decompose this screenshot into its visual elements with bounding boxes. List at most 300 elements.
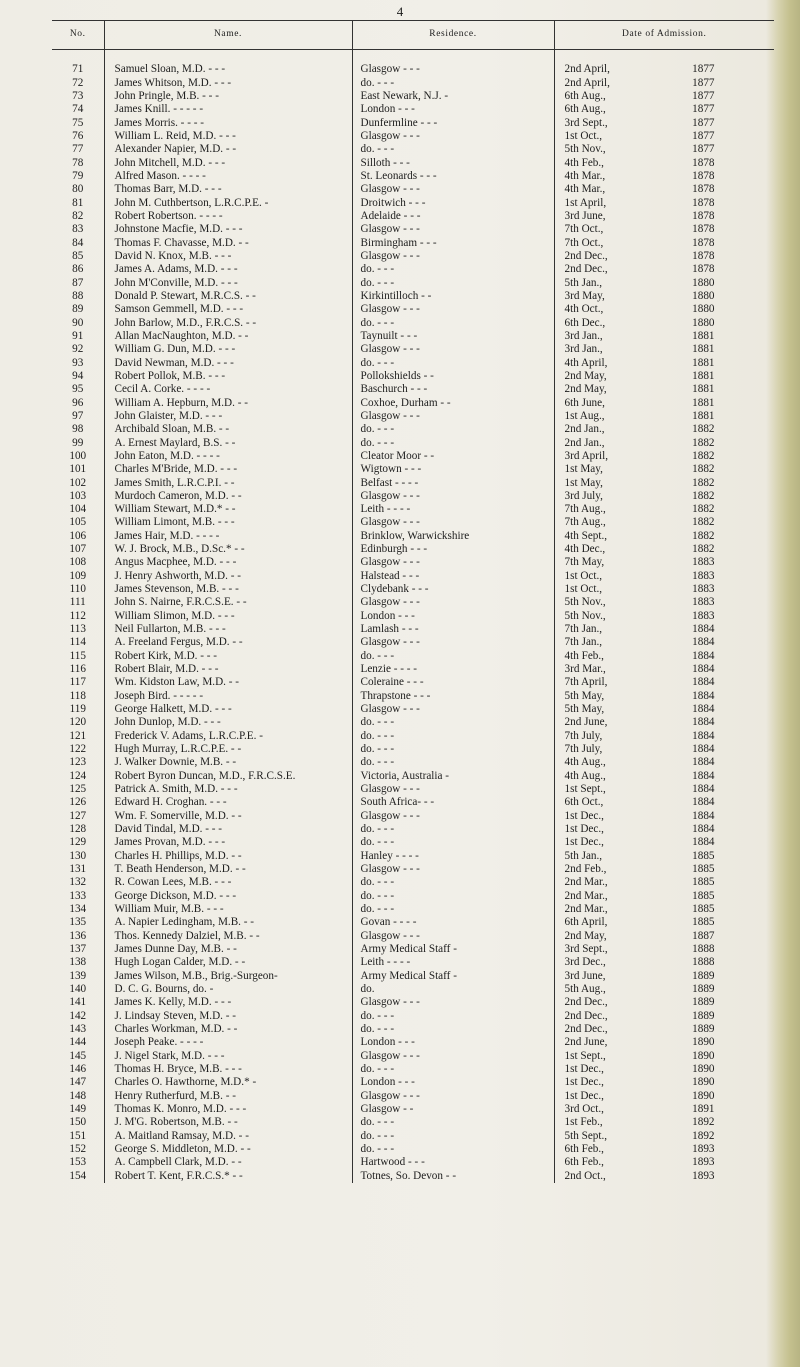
table-row — [52, 450, 774, 463]
entry-date-of-admission — [554, 863, 774, 876]
admission-year: 1878 — [692, 223, 715, 236]
entry-number: 128 — [69, 823, 87, 836]
admission-year: 1884 — [692, 716, 715, 729]
table-row — [52, 490, 774, 503]
entry-residence: Coxhoe, Durham - - — [352, 397, 554, 410]
admission-year: 1884 — [692, 729, 715, 742]
entry-number: 72 — [72, 76, 84, 89]
entry-number: 73 — [72, 89, 84, 102]
admission-day-month: 2nd April, — [564, 63, 610, 76]
table-row — [52, 1156, 774, 1169]
entry-number: 93 — [72, 356, 84, 369]
admission-day-month: 7th July, — [564, 729, 603, 742]
table-row — [52, 437, 774, 450]
entry-name: Thomas Barr, M.D. - - - — [104, 183, 352, 196]
admission-day-month: 7th April, — [564, 676, 608, 689]
table-row — [52, 770, 774, 783]
admission-day-month: 4th Mar., — [564, 183, 606, 196]
entry-number: 94 — [72, 369, 84, 382]
entry-date-of-admission — [554, 796, 774, 809]
admission-day-month: 6th June, — [564, 396, 605, 409]
entry-residence: Halstead - - - — [352, 570, 554, 583]
entry-residence: Glasgow - - - — [352, 783, 554, 796]
table-row — [52, 956, 774, 969]
entry-residence: do. - - - — [352, 730, 554, 743]
entry-number: 146 — [69, 1062, 87, 1075]
entry-number: 101 — [69, 463, 87, 476]
admission-day-month: 5th Jan., — [564, 849, 603, 862]
table-header-row — [52, 21, 774, 50]
entry-number: 137 — [69, 942, 87, 955]
table-row — [52, 183, 774, 196]
entry-residence: Army Medical Staff - — [352, 943, 554, 956]
entry-name: John Pringle, M.B. - - - — [104, 90, 352, 103]
entry-date-of-admission — [554, 770, 774, 783]
entry-residence: Glasgow - - — [352, 1103, 554, 1116]
entry-number: 81 — [72, 196, 84, 209]
entry-residence: do. - - - — [352, 423, 554, 436]
entry-date-of-admission — [554, 330, 774, 343]
entry-residence: Glasgow - - - — [352, 1090, 554, 1103]
entry-residence: Glasgow - - - — [352, 636, 554, 649]
admission-year: 1877 — [692, 63, 715, 76]
entry-residence: do. - - - — [352, 716, 554, 729]
entry-number: 145 — [69, 1049, 87, 1062]
admission-day-month: 6th Aug., — [564, 103, 606, 116]
table-row — [52, 250, 774, 263]
entry-date-of-admission — [554, 117, 774, 130]
entry-name: James Dunne Day, M.B. - - — [104, 943, 352, 956]
entry-name: James Provan, M.D. - - - — [104, 836, 352, 849]
admission-day-month: 3rd June, — [564, 969, 606, 982]
entry-date-of-admission — [554, 490, 774, 503]
entry-name: Charles O. Hawthorne, M.D.* - — [104, 1076, 352, 1089]
table-row — [52, 823, 774, 836]
entry-name: Angus Macphee, M.D. - - - — [104, 556, 352, 569]
entry-residence: Glasgow - - - — [352, 410, 554, 423]
entry-date-of-admission — [554, 516, 774, 529]
entry-name: Henry Rutherfurd, M.B. - - — [104, 1090, 352, 1103]
table-row — [52, 783, 774, 796]
table-row — [52, 583, 774, 596]
entry-residence: Glasgow - - - — [352, 863, 554, 876]
entry-date-of-admission — [554, 183, 774, 196]
entry-number: 86 — [72, 263, 84, 276]
table-row — [52, 130, 774, 143]
table-row — [52, 703, 774, 716]
entry-number: 112 — [69, 609, 86, 622]
entry-number: 90 — [72, 316, 84, 329]
entry-name: A. Maitland Ramsay, M.D. - - — [104, 1130, 352, 1143]
admission-day-month: 7th Oct., — [564, 223, 604, 236]
entry-date-of-admission — [554, 556, 774, 569]
entry-date-of-admission — [554, 277, 774, 290]
entry-name: Samuel Sloan, M.D. - - - — [104, 63, 352, 76]
table-row — [52, 850, 774, 863]
admission-year: 1884 — [692, 769, 715, 782]
entry-name: Patrick A. Smith, M.D. - - - — [104, 783, 352, 796]
entry-name: John Eaton, M.D. - - - - — [104, 450, 352, 463]
table-row — [52, 1076, 774, 1089]
table-row — [52, 223, 774, 236]
admission-day-month: 2nd May, — [564, 929, 607, 942]
entry-residence: Victoria, Australia - — [352, 770, 554, 783]
admission-day-month: 1st May, — [564, 463, 603, 476]
entry-name: Hugh Murray, L.R.C.P.E. - - — [104, 743, 352, 756]
entry-date-of-admission — [554, 943, 774, 956]
admission-year: 1892 — [692, 1116, 715, 1129]
admission-year: 1882 — [692, 436, 715, 449]
entry-residence: Glasgow - - - — [352, 343, 554, 356]
entry-name: Donald P. Stewart, M.R.C.S. - - — [104, 290, 352, 303]
entry-date-of-admission — [554, 437, 774, 450]
entry-residence: East Newark, N.J. - — [352, 90, 554, 103]
admission-day-month: 2nd Jan., — [564, 436, 605, 449]
entry-number: 103 — [69, 489, 87, 502]
admission-day-month: 4th Feb., — [564, 156, 604, 169]
admission-day-month: 2nd Dec., — [564, 249, 608, 262]
entry-name: John S. Nairne, F.R.C.S.E. - - — [104, 596, 352, 609]
entry-residence: Hartwood - - - — [352, 1156, 554, 1169]
entry-date-of-admission — [554, 1036, 774, 1049]
entry-name: William Stewart, M.D.* - - — [104, 503, 352, 516]
table-row — [52, 197, 774, 210]
entry-date-of-admission — [554, 810, 774, 823]
entry-name: Thomas F. Chavasse, M.D. - - — [104, 237, 352, 250]
table-row — [52, 1116, 774, 1129]
entry-date-of-admission — [554, 450, 774, 463]
table-row — [52, 1170, 774, 1183]
entry-residence: Brinklow, Warwickshire — [352, 530, 554, 543]
entry-date-of-admission — [554, 596, 774, 609]
admission-year: 1884 — [692, 756, 715, 769]
entry-number: 88 — [72, 289, 84, 302]
header-no: No. — [52, 21, 104, 50]
entry-name: Edward H. Croghan. - - - — [104, 796, 352, 809]
entry-date-of-admission — [554, 130, 774, 143]
table-row — [52, 610, 774, 623]
entry-name: Neil Fullarton, M.B. - - - — [104, 623, 352, 636]
entry-residence: Glasgow - - - — [352, 183, 554, 196]
entry-residence: Glasgow - - - — [352, 223, 554, 236]
admission-year: 1889 — [692, 982, 715, 995]
entry-number: 106 — [69, 529, 87, 542]
entry-residence: Adelaide - - - — [352, 210, 554, 223]
entry-name: Robert Robertson. - - - - — [104, 210, 352, 223]
table-row — [52, 263, 774, 276]
entry-number: 154 — [69, 1169, 87, 1182]
admission-year: 1884 — [692, 676, 715, 689]
entry-date-of-admission — [554, 357, 774, 370]
admission-year: 1888 — [692, 956, 715, 969]
entry-date-of-admission — [554, 970, 774, 983]
admission-year: 1893 — [692, 1142, 715, 1155]
entry-number: 132 — [69, 876, 87, 889]
entry-name: James K. Kelly, M.D. - - - — [104, 996, 352, 1009]
entry-name: Wm. Kidston Law, M.D. - - — [104, 676, 352, 689]
admission-year: 1883 — [692, 556, 715, 569]
entry-date-of-admission — [554, 477, 774, 490]
entry-name: John Dunlop, M.D. - - - — [104, 716, 352, 729]
entry-date-of-admission — [554, 90, 774, 103]
admission-year: 1884 — [692, 623, 715, 636]
entry-residence: Pollokshields - - — [352, 370, 554, 383]
entry-residence: do. - - - — [352, 650, 554, 663]
table-row — [52, 90, 774, 103]
entry-residence: Glasgow - - - — [352, 130, 554, 143]
entry-residence: do. - - - — [352, 1130, 554, 1143]
admission-year: 1878 — [692, 169, 715, 182]
admission-year: 1881 — [692, 369, 715, 382]
entry-number: 71 — [72, 63, 84, 76]
admission-day-month: 1st May, — [564, 476, 603, 489]
admission-day-month: 2nd Mar., — [564, 889, 608, 902]
entry-residence: do. — [352, 983, 554, 996]
entry-name: William Muir, M.B. - - - — [104, 903, 352, 916]
admission-year: 1878 — [692, 249, 715, 262]
entry-number: 142 — [69, 1009, 87, 1022]
admission-year: 1891 — [692, 1102, 715, 1115]
entry-date-of-admission — [554, 423, 774, 436]
entry-name: T. Beath Henderson, M.D. - - — [104, 863, 352, 876]
entry-date-of-admission — [554, 303, 774, 316]
entry-residence: do. - - - — [352, 1010, 554, 1023]
table-row — [52, 730, 774, 743]
entry-date-of-admission — [554, 250, 774, 263]
entry-date-of-admission — [554, 623, 774, 636]
admission-year: 1884 — [692, 823, 715, 836]
entry-date-of-admission — [554, 463, 774, 476]
admission-day-month: 1st April, — [564, 196, 607, 209]
entry-name: Robert Pollok, M.B. - - - — [104, 370, 352, 383]
table-row — [52, 930, 774, 943]
admission-day-month: 3rd Sept., — [564, 116, 608, 129]
entry-residence: Glasgow - - - — [352, 596, 554, 609]
entry-number: 108 — [69, 556, 87, 569]
entry-date-of-admission — [554, 663, 774, 676]
entry-date-of-admission — [554, 1090, 774, 1103]
entry-residence: do. - - - — [352, 357, 554, 370]
table-row — [52, 1103, 774, 1116]
admission-day-month: 3rd Jan., — [564, 329, 603, 342]
admission-day-month: 2nd May, — [564, 369, 607, 382]
entry-name: James Whitson, M.D. - - - — [104, 77, 352, 90]
entry-date-of-admission — [554, 636, 774, 649]
table-row — [52, 676, 774, 689]
entry-residence: do. - - - — [352, 756, 554, 769]
admission-day-month: 5th Aug., — [564, 982, 606, 995]
entry-residence: South Africa- - - — [352, 796, 554, 809]
entry-name: George Halkett, M.D. - - - — [104, 703, 352, 716]
admission-year: 1892 — [692, 1129, 715, 1142]
entry-name: James Stevenson, M.B. - - - — [104, 583, 352, 596]
entry-number: 82 — [72, 209, 84, 222]
entry-residence: do. - - - — [352, 1023, 554, 1036]
entry-number: 122 — [69, 743, 87, 756]
table-row — [52, 890, 774, 903]
entry-date-of-admission — [554, 543, 774, 556]
admission-year: 1885 — [692, 876, 715, 889]
entry-name: George Dickson, M.D. - - - — [104, 890, 352, 903]
entry-date-of-admission — [554, 317, 774, 330]
table-row — [52, 423, 774, 436]
entry-residence: do. - - - — [352, 1116, 554, 1129]
table-row — [52, 383, 774, 396]
entry-residence: Glasgow - - - — [352, 703, 554, 716]
entry-date-of-admission — [554, 850, 774, 863]
entry-number: 151 — [69, 1129, 87, 1142]
entry-number: 148 — [69, 1089, 87, 1102]
entry-date-of-admission — [554, 743, 774, 756]
admission-day-month: 2nd Dec., — [564, 1022, 608, 1035]
entry-date-of-admission — [554, 610, 774, 623]
admission-year: 1884 — [692, 796, 715, 809]
table-row — [52, 690, 774, 703]
admission-year: 1885 — [692, 849, 715, 862]
entry-date-of-admission — [554, 823, 774, 836]
entry-residence: do. - - - — [352, 1063, 554, 1076]
table-row — [52, 303, 774, 316]
entry-residence: St. Leonards - - - — [352, 170, 554, 183]
entry-residence: Lenzie - - - - — [352, 663, 554, 676]
entry-date-of-admission — [554, 503, 774, 516]
admission-year: 1883 — [692, 583, 715, 596]
admission-year: 1889 — [692, 996, 715, 1009]
admission-day-month: 2nd Dec., — [564, 1009, 608, 1022]
admission-year: 1884 — [692, 743, 715, 756]
entry-name: William A. Hepburn, M.D. - - — [104, 397, 352, 410]
entry-date-of-admission — [554, 210, 774, 223]
entry-number: 127 — [69, 809, 87, 822]
entry-number: 96 — [72, 396, 84, 409]
admission-year: 1884 — [692, 649, 715, 662]
admission-day-month: 4th Mar., — [564, 169, 606, 182]
entry-residence: Glasgow - - - — [352, 930, 554, 943]
admission-year: 1885 — [692, 863, 715, 876]
entry-residence: Totnes, So. Devon - - — [352, 1170, 554, 1183]
admission-day-month: 2nd Mar., — [564, 876, 608, 889]
admission-year: 1884 — [692, 689, 715, 702]
admission-day-month: 5th Jan., — [564, 276, 603, 289]
admission-day-month: 6th Feb., — [564, 1156, 604, 1169]
admission-day-month: 7th May, — [564, 556, 605, 569]
entry-date-of-admission — [554, 690, 774, 703]
entry-name: David Tindal, M.D. - - - — [104, 823, 352, 836]
table-row — [52, 743, 774, 756]
entry-date-of-admission — [554, 170, 774, 183]
table-row — [52, 117, 774, 130]
entry-residence: Taynuilt - - - — [352, 330, 554, 343]
entry-number: 140 — [69, 982, 87, 995]
entry-date-of-admission — [554, 1170, 774, 1183]
admission-year: 1885 — [692, 889, 715, 902]
entry-residence: do. - - - — [352, 823, 554, 836]
entry-date-of-admission — [554, 370, 774, 383]
table-row — [52, 1090, 774, 1103]
admission-day-month: 1st Feb., — [564, 1116, 603, 1129]
entry-date-of-admission — [554, 783, 774, 796]
admission-year: 1884 — [692, 836, 715, 849]
admission-day-month: 3rd May, — [564, 289, 605, 302]
entry-number: 153 — [69, 1156, 87, 1169]
table-row — [52, 63, 774, 76]
admission-year: 1882 — [692, 516, 715, 529]
entry-name: William Slimon, M.D. - - - — [104, 610, 352, 623]
admission-year: 1887 — [692, 929, 715, 942]
entry-date-of-admission — [554, 1010, 774, 1023]
entry-number: 125 — [69, 783, 87, 796]
table-row — [52, 1050, 774, 1063]
admission-year: 1882 — [692, 529, 715, 542]
entry-number: 74 — [72, 103, 84, 116]
admission-year: 1880 — [692, 303, 715, 316]
entry-date-of-admission — [554, 1143, 774, 1156]
entry-date-of-admission — [554, 876, 774, 889]
entry-residence: Birmingham - - - — [352, 237, 554, 250]
admission-year: 1889 — [692, 969, 715, 982]
entry-number: 102 — [69, 476, 87, 489]
entry-name: Robert Byron Duncan, M.D., F.R.C.S.E. — [104, 770, 352, 783]
entry-number: 77 — [72, 143, 84, 156]
entry-name: Cecil A. Corke. - - - - — [104, 383, 352, 396]
admission-year: 1889 — [692, 1009, 715, 1022]
entry-name: Charles H. Phillips, M.D. - - — [104, 850, 352, 863]
entry-residence: Wigtown - - - — [352, 463, 554, 476]
entry-residence: do. - - - — [352, 836, 554, 849]
admission-year: 1881 — [692, 396, 715, 409]
entry-number: 130 — [69, 849, 87, 862]
admission-year: 1885 — [692, 916, 715, 929]
entry-residence: Leith - - - - — [352, 956, 554, 969]
admission-year: 1884 — [692, 809, 715, 822]
table-row — [52, 103, 774, 116]
entry-name: John M'Conville, M.D. - - - — [104, 277, 352, 290]
entry-number: 80 — [72, 183, 84, 196]
entry-number: 78 — [72, 156, 84, 169]
entry-name: William G. Dun, M.D. - - - — [104, 343, 352, 356]
entry-name: James Knill. - - - - - — [104, 103, 352, 116]
entry-residence: Leith - - - - — [352, 503, 554, 516]
entry-number: 135 — [69, 916, 87, 929]
entry-residence: do. - - - — [352, 903, 554, 916]
entry-date-of-admission — [554, 383, 774, 396]
table-row — [52, 1036, 774, 1049]
admission-day-month: 6th April, — [564, 916, 608, 929]
entry-date-of-admission — [554, 730, 774, 743]
entry-date-of-admission — [554, 703, 774, 716]
admission-year: 1888 — [692, 942, 715, 955]
entry-name: Alfred Mason. - - - - — [104, 170, 352, 183]
admission-year: 1877 — [692, 143, 715, 156]
admission-day-month: 3rd June, — [564, 209, 606, 222]
entry-residence: Glasgow - - - — [352, 63, 554, 76]
table-row — [52, 370, 774, 383]
entry-name: J. Nigel Stark, M.D. - - - — [104, 1050, 352, 1063]
entry-residence: Dunfermline - - - — [352, 117, 554, 130]
admission-day-month: 3rd Mar., — [564, 663, 606, 676]
entry-number: 152 — [69, 1142, 87, 1155]
admission-year: 1889 — [692, 1022, 715, 1035]
admission-day-month: 1st Sept., — [564, 783, 606, 796]
entry-name: Allan MacNaughton, M.D. - - — [104, 330, 352, 343]
entry-name: James Morris. - - - - — [104, 117, 352, 130]
table-row — [52, 623, 774, 636]
entry-name: Robert T. Kent, F.R.C.S.* - - — [104, 1170, 352, 1183]
entry-date-of-admission — [554, 756, 774, 769]
table-row — [52, 716, 774, 729]
header-name: Name. — [104, 21, 352, 50]
entry-residence: London - - - — [352, 1036, 554, 1049]
